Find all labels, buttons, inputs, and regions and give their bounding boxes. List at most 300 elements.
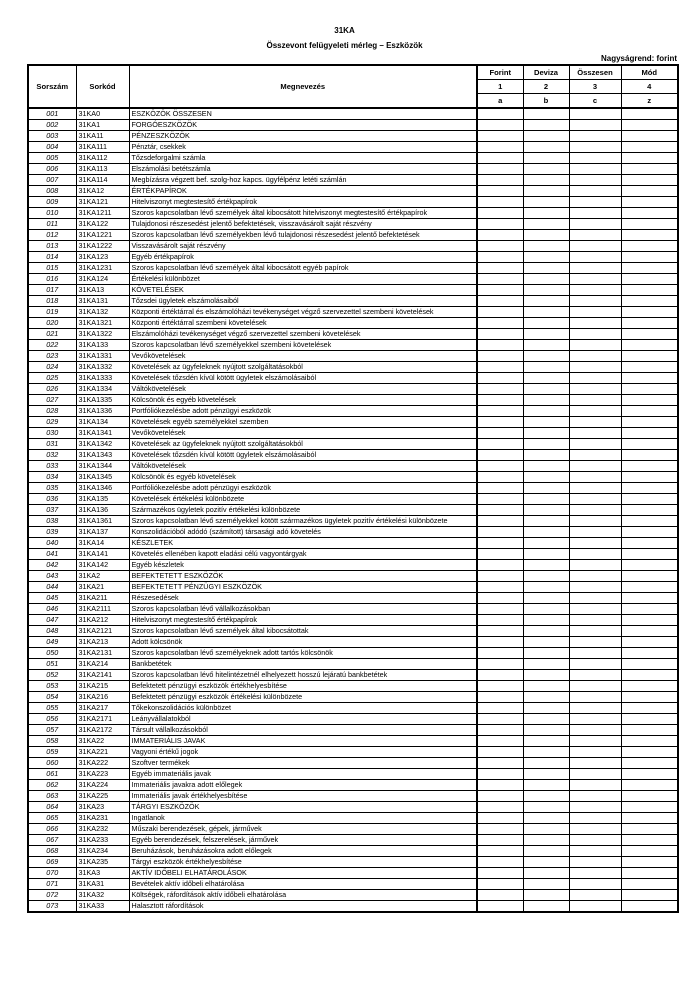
value-cell-osszesen[interactable] bbox=[569, 637, 621, 648]
value-cell-forint[interactable] bbox=[477, 230, 523, 241]
value-cell-deviza[interactable] bbox=[523, 736, 569, 747]
value-cell-osszesen[interactable] bbox=[569, 626, 621, 637]
value-cell-deviza[interactable] bbox=[523, 571, 569, 582]
value-cell-deviza[interactable] bbox=[523, 472, 569, 483]
value-cell-osszesen[interactable] bbox=[569, 120, 621, 131]
value-cell-osszesen[interactable] bbox=[569, 108, 621, 120]
value-cell-osszesen[interactable] bbox=[569, 791, 621, 802]
value-cell-osszesen[interactable] bbox=[569, 175, 621, 186]
value-cell-deviza[interactable] bbox=[523, 406, 569, 417]
value-cell-forint[interactable] bbox=[477, 703, 523, 714]
value-cell-forint[interactable] bbox=[477, 274, 523, 285]
value-cell-osszesen[interactable] bbox=[569, 571, 621, 582]
value-cell-mod[interactable] bbox=[621, 703, 678, 714]
value-cell-deviza[interactable] bbox=[523, 593, 569, 604]
value-cell-forint[interactable] bbox=[477, 505, 523, 516]
value-cell-osszesen[interactable] bbox=[569, 648, 621, 659]
value-cell-deviza[interactable] bbox=[523, 219, 569, 230]
value-cell-forint[interactable] bbox=[477, 791, 523, 802]
value-cell-osszesen[interactable] bbox=[569, 879, 621, 890]
value-cell-mod[interactable] bbox=[621, 307, 678, 318]
value-cell-forint[interactable] bbox=[477, 813, 523, 824]
value-cell-forint[interactable] bbox=[477, 285, 523, 296]
value-cell-forint[interactable] bbox=[477, 373, 523, 384]
value-cell-forint[interactable] bbox=[477, 648, 523, 659]
value-cell-mod[interactable] bbox=[621, 373, 678, 384]
value-cell-forint[interactable] bbox=[477, 615, 523, 626]
value-cell-deviza[interactable] bbox=[523, 340, 569, 351]
value-cell-osszesen[interactable] bbox=[569, 230, 621, 241]
value-cell-osszesen[interactable] bbox=[569, 670, 621, 681]
value-cell-osszesen[interactable] bbox=[569, 483, 621, 494]
value-cell-deviza[interactable] bbox=[523, 142, 569, 153]
value-cell-osszesen[interactable] bbox=[569, 274, 621, 285]
table-row bbox=[28, 241, 678, 252]
value-cell-deviza[interactable] bbox=[523, 505, 569, 516]
value-cell-osszesen[interactable] bbox=[569, 142, 621, 153]
value-cell-mod[interactable] bbox=[621, 142, 678, 153]
value-cell-forint[interactable] bbox=[477, 186, 523, 197]
value-cell-forint[interactable] bbox=[477, 549, 523, 560]
value-cell-forint[interactable] bbox=[477, 197, 523, 208]
value-cell-forint[interactable] bbox=[477, 604, 523, 615]
value-cell-osszesen[interactable] bbox=[569, 406, 621, 417]
value-cell-mod[interactable] bbox=[621, 725, 678, 736]
value-cell-forint[interactable] bbox=[477, 406, 523, 417]
value-cell-osszesen[interactable] bbox=[569, 373, 621, 384]
value-cell-osszesen[interactable] bbox=[569, 197, 621, 208]
value-cell-mod[interactable] bbox=[621, 153, 678, 164]
value-cell-forint[interactable] bbox=[477, 780, 523, 791]
value-cell-forint[interactable] bbox=[477, 769, 523, 780]
value-cell-mod[interactable] bbox=[621, 417, 678, 428]
value-cell-mod[interactable] bbox=[621, 637, 678, 648]
value-cell-mod[interactable] bbox=[621, 868, 678, 879]
value-cell-mod[interactable] bbox=[621, 824, 678, 835]
value-cell-deviza[interactable] bbox=[523, 395, 569, 406]
value-cell-mod[interactable] bbox=[621, 263, 678, 274]
value-cell-osszesen[interactable] bbox=[569, 296, 621, 307]
value-cell-osszesen[interactable] bbox=[569, 769, 621, 780]
value-cell-mod[interactable] bbox=[621, 406, 678, 417]
value-cell-mod[interactable] bbox=[621, 241, 678, 252]
value-cell-deviza[interactable] bbox=[523, 813, 569, 824]
value-cell-deviza[interactable] bbox=[523, 648, 569, 659]
value-cell-deviza[interactable] bbox=[523, 703, 569, 714]
value-cell-mod[interactable] bbox=[621, 890, 678, 901]
value-cell-deviza[interactable] bbox=[523, 879, 569, 890]
value-cell-mod[interactable] bbox=[621, 494, 678, 505]
cell-megnevezes: Egyéb immateriális javak bbox=[129, 769, 477, 780]
value-cell-deviza[interactable] bbox=[523, 747, 569, 758]
value-cell-mod[interactable] bbox=[621, 516, 678, 527]
value-cell-forint[interactable] bbox=[477, 307, 523, 318]
value-cell-mod[interactable] bbox=[621, 384, 678, 395]
value-cell-osszesen[interactable] bbox=[569, 659, 621, 670]
value-cell-osszesen[interactable] bbox=[569, 846, 621, 857]
cell-sorkod: 31KA13 bbox=[76, 285, 129, 296]
value-cell-mod[interactable] bbox=[621, 461, 678, 472]
value-cell-osszesen[interactable] bbox=[569, 450, 621, 461]
value-cell-forint[interactable] bbox=[477, 318, 523, 329]
value-cell-deviza[interactable] bbox=[523, 483, 569, 494]
value-cell-forint[interactable] bbox=[477, 351, 523, 362]
value-cell-forint[interactable] bbox=[477, 175, 523, 186]
value-cell-deviza[interactable] bbox=[523, 549, 569, 560]
value-cell-osszesen[interactable] bbox=[569, 494, 621, 505]
value-cell-osszesen[interactable] bbox=[569, 131, 621, 142]
value-cell-osszesen[interactable] bbox=[569, 692, 621, 703]
value-cell-osszesen[interactable] bbox=[569, 615, 621, 626]
value-cell-mod[interactable] bbox=[621, 659, 678, 670]
value-cell-forint[interactable] bbox=[477, 538, 523, 549]
value-cell-forint[interactable] bbox=[477, 450, 523, 461]
value-cell-mod[interactable] bbox=[621, 736, 678, 747]
value-cell-mod[interactable] bbox=[621, 197, 678, 208]
value-cell-deviza[interactable] bbox=[523, 263, 569, 274]
value-cell-osszesen[interactable] bbox=[569, 241, 621, 252]
value-cell-deviza[interactable] bbox=[523, 108, 569, 120]
value-cell-deviza[interactable] bbox=[523, 285, 569, 296]
value-cell-osszesen[interactable] bbox=[569, 417, 621, 428]
value-cell-mod[interactable] bbox=[621, 296, 678, 307]
value-cell-deviza[interactable] bbox=[523, 230, 569, 241]
value-cell-forint[interactable] bbox=[477, 362, 523, 373]
value-cell-forint[interactable] bbox=[477, 670, 523, 681]
value-cell-forint[interactable] bbox=[477, 560, 523, 571]
value-cell-forint[interactable] bbox=[477, 472, 523, 483]
value-cell-forint[interactable] bbox=[477, 835, 523, 846]
value-cell-forint[interactable] bbox=[477, 879, 523, 890]
value-cell-forint[interactable] bbox=[477, 582, 523, 593]
value-cell-mod[interactable] bbox=[621, 329, 678, 340]
value-cell-osszesen[interactable] bbox=[569, 758, 621, 769]
value-cell-mod[interactable] bbox=[621, 692, 678, 703]
value-cell-mod[interactable] bbox=[621, 230, 678, 241]
value-cell-deviza[interactable] bbox=[523, 901, 569, 913]
value-cell-deviza[interactable] bbox=[523, 186, 569, 197]
value-cell-osszesen[interactable] bbox=[569, 263, 621, 274]
value-cell-mod[interactable] bbox=[621, 108, 678, 120]
value-cell-osszesen[interactable] bbox=[569, 714, 621, 725]
value-cell-deviza[interactable] bbox=[523, 175, 569, 186]
value-cell-forint[interactable] bbox=[477, 252, 523, 263]
value-cell-deviza[interactable] bbox=[523, 560, 569, 571]
value-cell-osszesen[interactable] bbox=[569, 582, 621, 593]
value-cell-osszesen[interactable] bbox=[569, 186, 621, 197]
value-cell-deviza[interactable] bbox=[523, 318, 569, 329]
value-cell-mod[interactable] bbox=[621, 835, 678, 846]
value-cell-forint[interactable] bbox=[477, 241, 523, 252]
value-cell-deviza[interactable] bbox=[523, 296, 569, 307]
value-cell-deviza[interactable] bbox=[523, 802, 569, 813]
value-cell-osszesen[interactable] bbox=[569, 329, 621, 340]
value-cell-deviza[interactable] bbox=[523, 824, 569, 835]
value-cell-osszesen[interactable] bbox=[569, 384, 621, 395]
value-cell-osszesen[interactable] bbox=[569, 351, 621, 362]
value-cell-osszesen[interactable] bbox=[569, 747, 621, 758]
value-cell-deviza[interactable] bbox=[523, 857, 569, 868]
value-cell-deviza[interactable] bbox=[523, 758, 569, 769]
value-cell-forint[interactable] bbox=[477, 208, 523, 219]
value-cell-deviza[interactable] bbox=[523, 450, 569, 461]
value-cell-osszesen[interactable] bbox=[569, 549, 621, 560]
value-cell-osszesen[interactable] bbox=[569, 516, 621, 527]
value-cell-mod[interactable] bbox=[621, 274, 678, 285]
value-cell-osszesen[interactable] bbox=[569, 461, 621, 472]
value-cell-mod[interactable] bbox=[621, 208, 678, 219]
value-cell-osszesen[interactable] bbox=[569, 890, 621, 901]
value-cell-osszesen[interactable] bbox=[569, 318, 621, 329]
value-cell-deviza[interactable] bbox=[523, 417, 569, 428]
value-cell-osszesen[interactable] bbox=[569, 681, 621, 692]
value-cell-osszesen[interactable] bbox=[569, 725, 621, 736]
value-cell-forint[interactable] bbox=[477, 857, 523, 868]
value-cell-mod[interactable] bbox=[621, 450, 678, 461]
cell-sorszam: 026 bbox=[28, 384, 76, 395]
value-cell-forint[interactable] bbox=[477, 329, 523, 340]
value-cell-mod[interactable] bbox=[621, 439, 678, 450]
value-cell-forint[interactable] bbox=[477, 714, 523, 725]
value-cell-mod[interactable] bbox=[621, 285, 678, 296]
value-cell-mod[interactable] bbox=[621, 340, 678, 351]
value-cell-deviza[interactable] bbox=[523, 527, 569, 538]
value-cell-deviza[interactable] bbox=[523, 274, 569, 285]
value-cell-mod[interactable] bbox=[621, 879, 678, 890]
value-cell-forint[interactable] bbox=[477, 439, 523, 450]
value-cell-osszesen[interactable] bbox=[569, 560, 621, 571]
value-cell-deviza[interactable] bbox=[523, 692, 569, 703]
value-cell-osszesen[interactable] bbox=[569, 395, 621, 406]
value-cell-forint[interactable] bbox=[477, 483, 523, 494]
value-cell-mod[interactable] bbox=[621, 549, 678, 560]
value-cell-osszesen[interactable] bbox=[569, 219, 621, 230]
value-cell-mod[interactable] bbox=[621, 769, 678, 780]
value-cell-mod[interactable] bbox=[621, 670, 678, 681]
value-cell-forint[interactable] bbox=[477, 824, 523, 835]
value-cell-deviza[interactable] bbox=[523, 516, 569, 527]
value-cell-deviza[interactable] bbox=[523, 208, 569, 219]
value-cell-deviza[interactable] bbox=[523, 384, 569, 395]
value-cell-mod[interactable] bbox=[621, 582, 678, 593]
value-cell-mod[interactable] bbox=[621, 252, 678, 263]
value-cell-deviza[interactable] bbox=[523, 373, 569, 384]
value-cell-osszesen[interactable] bbox=[569, 153, 621, 164]
value-cell-deviza[interactable] bbox=[523, 329, 569, 340]
value-cell-mod[interactable] bbox=[621, 560, 678, 571]
value-cell-deviza[interactable] bbox=[523, 615, 569, 626]
value-cell-forint[interactable] bbox=[477, 153, 523, 164]
value-cell-forint[interactable] bbox=[477, 384, 523, 395]
value-cell-forint[interactable] bbox=[477, 747, 523, 758]
value-cell-osszesen[interactable] bbox=[569, 538, 621, 549]
value-cell-osszesen[interactable] bbox=[569, 505, 621, 516]
value-cell-mod[interactable] bbox=[621, 351, 678, 362]
value-cell-forint[interactable] bbox=[477, 802, 523, 813]
value-cell-mod[interactable] bbox=[621, 164, 678, 175]
value-cell-forint[interactable] bbox=[477, 494, 523, 505]
value-cell-forint[interactable] bbox=[477, 626, 523, 637]
value-cell-forint[interactable] bbox=[477, 516, 523, 527]
value-cell-deviza[interactable] bbox=[523, 461, 569, 472]
value-cell-mod[interactable] bbox=[621, 780, 678, 791]
value-cell-osszesen[interactable] bbox=[569, 307, 621, 318]
value-cell-forint[interactable] bbox=[477, 263, 523, 274]
value-cell-mod[interactable] bbox=[621, 175, 678, 186]
value-cell-forint[interactable] bbox=[477, 736, 523, 747]
value-cell-mod[interactable] bbox=[621, 527, 678, 538]
value-cell-deviza[interactable] bbox=[523, 428, 569, 439]
value-cell-mod[interactable] bbox=[621, 472, 678, 483]
value-cell-mod[interactable] bbox=[621, 131, 678, 142]
value-cell-mod[interactable] bbox=[621, 219, 678, 230]
value-cell-forint[interactable] bbox=[477, 527, 523, 538]
value-cell-forint[interactable] bbox=[477, 901, 523, 913]
value-cell-mod[interactable] bbox=[621, 846, 678, 857]
value-cell-osszesen[interactable] bbox=[569, 835, 621, 846]
cell-sorszam: 067 bbox=[28, 835, 76, 846]
value-cell-deviza[interactable] bbox=[523, 362, 569, 373]
value-cell-forint[interactable] bbox=[477, 593, 523, 604]
value-cell-osszesen[interactable] bbox=[569, 593, 621, 604]
value-cell-osszesen[interactable] bbox=[569, 208, 621, 219]
value-cell-deviza[interactable] bbox=[523, 791, 569, 802]
value-cell-forint[interactable] bbox=[477, 120, 523, 131]
value-cell-osszesen[interactable] bbox=[569, 857, 621, 868]
value-cell-osszesen[interactable] bbox=[569, 703, 621, 714]
value-cell-deviza[interactable] bbox=[523, 153, 569, 164]
value-cell-forint[interactable] bbox=[477, 637, 523, 648]
value-cell-forint[interactable] bbox=[477, 725, 523, 736]
value-cell-osszesen[interactable] bbox=[569, 527, 621, 538]
value-cell-forint[interactable] bbox=[477, 890, 523, 901]
value-cell-forint[interactable] bbox=[477, 108, 523, 120]
value-cell-mod[interactable] bbox=[621, 483, 678, 494]
value-cell-osszesen[interactable] bbox=[569, 813, 621, 824]
value-cell-deviza[interactable] bbox=[523, 197, 569, 208]
value-cell-mod[interactable] bbox=[621, 681, 678, 692]
value-cell-mod[interactable] bbox=[621, 593, 678, 604]
value-cell-deviza[interactable] bbox=[523, 626, 569, 637]
value-cell-forint[interactable] bbox=[477, 659, 523, 670]
value-cell-osszesen[interactable] bbox=[569, 362, 621, 373]
value-cell-osszesen[interactable] bbox=[569, 780, 621, 791]
value-cell-deviza[interactable] bbox=[523, 725, 569, 736]
value-cell-deviza[interactable] bbox=[523, 846, 569, 857]
value-cell-mod[interactable] bbox=[621, 626, 678, 637]
value-cell-forint[interactable] bbox=[477, 395, 523, 406]
value-cell-forint[interactable] bbox=[477, 164, 523, 175]
value-cell-osszesen[interactable] bbox=[569, 252, 621, 263]
value-cell-deviza[interactable] bbox=[523, 637, 569, 648]
value-cell-mod[interactable] bbox=[621, 505, 678, 516]
value-cell-mod[interactable] bbox=[621, 362, 678, 373]
cell-sorszam: 035 bbox=[28, 483, 76, 494]
value-cell-forint[interactable] bbox=[477, 846, 523, 857]
value-cell-forint[interactable] bbox=[477, 681, 523, 692]
value-cell-osszesen[interactable] bbox=[569, 868, 621, 879]
value-cell-deviza[interactable] bbox=[523, 604, 569, 615]
value-cell-forint[interactable] bbox=[477, 758, 523, 769]
value-cell-deviza[interactable] bbox=[523, 835, 569, 846]
value-cell-mod[interactable] bbox=[621, 857, 678, 868]
value-cell-osszesen[interactable] bbox=[569, 472, 621, 483]
value-cell-mod[interactable] bbox=[621, 428, 678, 439]
value-cell-mod[interactable] bbox=[621, 604, 678, 615]
value-cell-deviza[interactable] bbox=[523, 494, 569, 505]
value-cell-deviza[interactable] bbox=[523, 241, 569, 252]
value-cell-deviza[interactable] bbox=[523, 351, 569, 362]
value-cell-deviza[interactable] bbox=[523, 131, 569, 142]
value-cell-mod[interactable] bbox=[621, 813, 678, 824]
value-cell-mod[interactable] bbox=[621, 648, 678, 659]
value-cell-deviza[interactable] bbox=[523, 538, 569, 549]
value-cell-osszesen[interactable] bbox=[569, 824, 621, 835]
value-cell-osszesen[interactable] bbox=[569, 285, 621, 296]
value-cell-deviza[interactable] bbox=[523, 307, 569, 318]
value-cell-deviza[interactable] bbox=[523, 769, 569, 780]
value-cell-forint[interactable] bbox=[477, 571, 523, 582]
value-cell-mod[interactable] bbox=[621, 538, 678, 549]
value-cell-mod[interactable] bbox=[621, 120, 678, 131]
value-cell-osszesen[interactable] bbox=[569, 340, 621, 351]
value-cell-deviza[interactable] bbox=[523, 670, 569, 681]
value-cell-deviza[interactable] bbox=[523, 780, 569, 791]
value-cell-deviza[interactable] bbox=[523, 582, 569, 593]
value-cell-mod[interactable] bbox=[621, 615, 678, 626]
value-cell-deviza[interactable] bbox=[523, 890, 569, 901]
value-cell-forint[interactable] bbox=[477, 219, 523, 230]
value-cell-osszesen[interactable] bbox=[569, 164, 621, 175]
value-cell-osszesen[interactable] bbox=[569, 428, 621, 439]
value-cell-deviza[interactable] bbox=[523, 868, 569, 879]
value-cell-mod[interactable] bbox=[621, 571, 678, 582]
value-cell-osszesen[interactable] bbox=[569, 736, 621, 747]
table-row bbox=[28, 857, 678, 868]
cell-sorszam: 034 bbox=[28, 472, 76, 483]
value-cell-osszesen[interactable] bbox=[569, 802, 621, 813]
value-cell-deviza[interactable] bbox=[523, 252, 569, 263]
value-cell-osszesen[interactable] bbox=[569, 439, 621, 450]
value-cell-mod[interactable] bbox=[621, 318, 678, 329]
value-cell-deviza[interactable] bbox=[523, 659, 569, 670]
value-cell-mod[interactable] bbox=[621, 186, 678, 197]
value-cell-osszesen[interactable] bbox=[569, 901, 621, 913]
value-cell-deviza[interactable] bbox=[523, 120, 569, 131]
value-cell-forint[interactable] bbox=[477, 340, 523, 351]
value-cell-forint[interactable] bbox=[477, 417, 523, 428]
value-cell-forint[interactable] bbox=[477, 461, 523, 472]
value-cell-forint[interactable] bbox=[477, 692, 523, 703]
value-cell-forint[interactable] bbox=[477, 131, 523, 142]
value-cell-forint[interactable] bbox=[477, 428, 523, 439]
value-cell-mod[interactable] bbox=[621, 747, 678, 758]
value-cell-mod[interactable] bbox=[621, 758, 678, 769]
value-cell-osszesen[interactable] bbox=[569, 604, 621, 615]
value-cell-mod[interactable] bbox=[621, 901, 678, 913]
value-cell-mod[interactable] bbox=[621, 714, 678, 725]
value-cell-mod[interactable] bbox=[621, 395, 678, 406]
value-cell-forint[interactable] bbox=[477, 142, 523, 153]
value-cell-deviza[interactable] bbox=[523, 439, 569, 450]
value-cell-deviza[interactable] bbox=[523, 681, 569, 692]
value-cell-deviza[interactable] bbox=[523, 164, 569, 175]
value-cell-mod[interactable] bbox=[621, 802, 678, 813]
value-cell-forint[interactable] bbox=[477, 868, 523, 879]
value-cell-mod[interactable] bbox=[621, 791, 678, 802]
value-cell-forint[interactable] bbox=[477, 296, 523, 307]
value-cell-deviza[interactable] bbox=[523, 714, 569, 725]
